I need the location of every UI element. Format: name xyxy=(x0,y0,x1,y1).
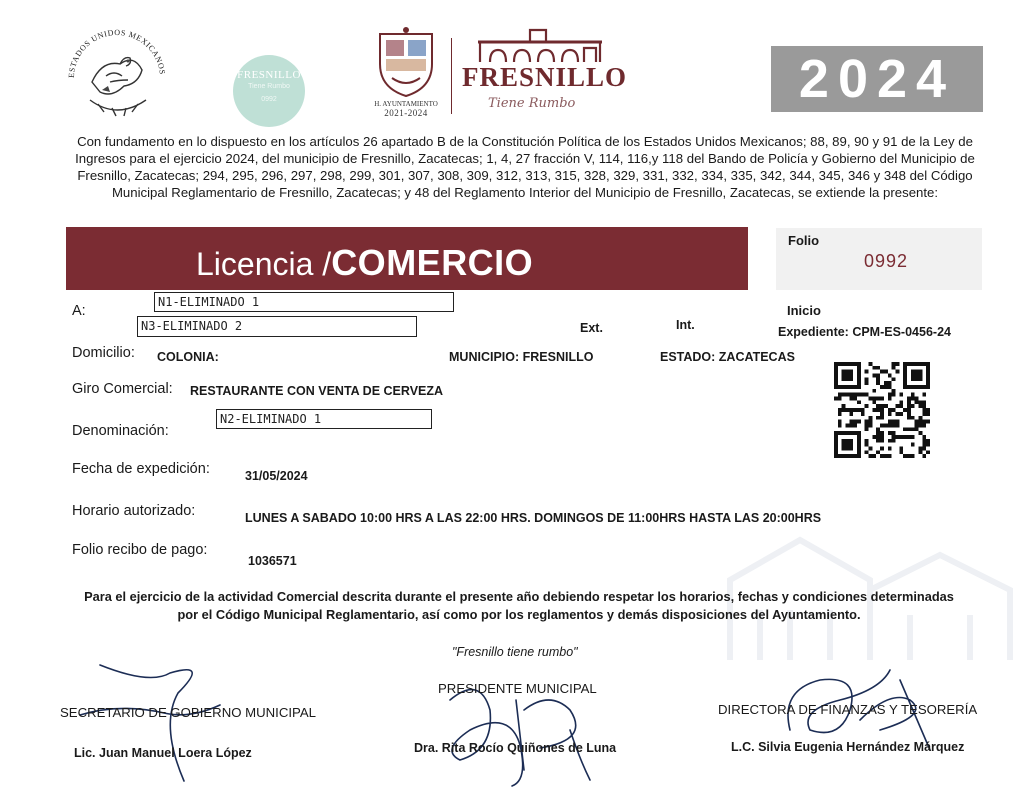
denominacion-label: Denominación: xyxy=(72,423,169,439)
signature-3-name: L.C. Silvia Eugenia Hernández Márquez xyxy=(731,740,965,754)
recipient-redacted: N1-ELIMINADO 1 xyxy=(154,292,454,312)
giro-value: RESTAURANTE CON VENTA DE CERVEZA xyxy=(190,384,444,398)
recibo-value: 1036571 xyxy=(248,554,297,568)
license-title xyxy=(196,242,533,284)
municipio-value: MUNICIPIO: FRESNILLO xyxy=(449,350,594,364)
brand-name: FRESNILLO xyxy=(462,62,628,92)
expediente-number: Expediente: CPM-ES-0456-24 xyxy=(778,325,951,339)
recipient-label: A: xyxy=(72,303,86,319)
inicio-label: Inicio xyxy=(787,303,821,318)
int-label: Int. xyxy=(676,318,695,332)
signature-3-title: DIRECTORA DE FINANZAS Y TESORERÍA xyxy=(718,702,978,717)
folio-label: Folio xyxy=(788,233,820,248)
badge-number: 0992 xyxy=(261,96,277,103)
address-redacted: N3-ELIMINADO 2 xyxy=(137,316,417,337)
fecha-label: Fecha de expedición: xyxy=(72,461,210,477)
fecha-value: 31/05/2024 xyxy=(245,469,308,483)
motto: "Fresnillo tiene rumbo" xyxy=(452,645,578,659)
arch-logo-icon xyxy=(476,26,604,64)
badge-subtitle: Tiene Rumbo xyxy=(248,83,290,90)
recibo-label: Folio recibo de pago: xyxy=(72,542,208,558)
horario-value: LUNES A SABADO 10:00 HRS A LAS 22:00 HRS. DOMINGOS DE 11:00HRS HASTA LAS 20:00HRS xyxy=(245,511,822,525)
badge-title: FRESNILLO xyxy=(237,69,301,81)
municipal-shield-icon xyxy=(374,26,438,100)
ayuntamiento-text: H. AYUNTAMIENTO xyxy=(374,100,438,108)
signature-2-title: PRESIDENTE MUNICIPAL xyxy=(438,681,597,696)
license-title-band xyxy=(66,227,748,290)
license-title-main: COMERCIO xyxy=(331,242,534,283)
giro-label: Giro Comercial: xyxy=(72,381,173,397)
denominacion-redacted: N2-ELIMINADO 1 xyxy=(216,409,432,429)
horario-label: Horario autorizado: xyxy=(72,503,196,519)
closing-line-2: por el Código Municipal Reglamentario, así como por los reglamentos y demás disposiciones del Ayuntamiento. xyxy=(177,607,861,622)
ayuntamiento-years: 2021-2024 xyxy=(384,108,428,118)
closing-paragraph xyxy=(48,588,990,624)
legal-basis-text: Con fundamento en lo dispuesto en los artículos 26 apartado B de la Constitución Política de los Estados Unidos Mexicanos; 88, 89, 90 y 91 de la Ley de Ingresos para el ejercicio 2024, del municipio de Fresnillo, Zacatecas; 1, 4, 27 fracción V, 114, 116,y 118 del Bando de Policía y Gobierno del Municipio de Fresnillo, Zacatecas; 294, 295, 296, 297, 298, 299, 301, 307, 308, 309, 312, 313, 315, 328, 329, 331, 332, 334, 335, 342, 344, 345, 346 y 348 del Código Municipal Reglamentario de Fresnillo, Zacatecas; y 48 del Reglamento Interior del Municipio de Fresnillo, Zacatecas, se extiende la presente: xyxy=(75,134,975,200)
fresnillo-badge-icon xyxy=(233,55,305,127)
brand-tagline: Tiene Rumbo xyxy=(488,96,576,111)
ext-label: Ext. xyxy=(580,321,603,335)
qr-code-icon xyxy=(834,362,930,458)
year-box: 2024 xyxy=(771,46,983,112)
estado-value: ESTADO: ZACATECAS xyxy=(660,350,795,364)
svg-text:ESTADOS UNIDOS MEXICANOS: ESTADOS UNIDOS MEXICANOS xyxy=(66,27,167,79)
signature-1-name: Lic. Juan Manuel Loera López xyxy=(74,746,252,760)
colonia-label: COLONIA: xyxy=(157,350,219,364)
folio-number: 0992 xyxy=(864,251,909,271)
national-seal-icon xyxy=(62,20,172,126)
signature-2-name: Dra. Rita Rocío Quiñones de Luna xyxy=(414,741,617,755)
ayuntamiento-label xyxy=(364,100,448,118)
signature-1-title: SECRETARIO DE GOBIERNO MUNICIPAL xyxy=(60,705,316,720)
signature-1-image xyxy=(60,655,280,785)
closing-line-1: Para el ejercicio de la actividad Comercial descrita durante el presente año debiendo respetar los horarios, fechas y condiciones determinadas xyxy=(84,589,954,604)
header-divider xyxy=(451,38,452,114)
domicilio-label: Domicilio: xyxy=(72,345,135,361)
license-title-prefix: Licencia / xyxy=(196,246,332,282)
